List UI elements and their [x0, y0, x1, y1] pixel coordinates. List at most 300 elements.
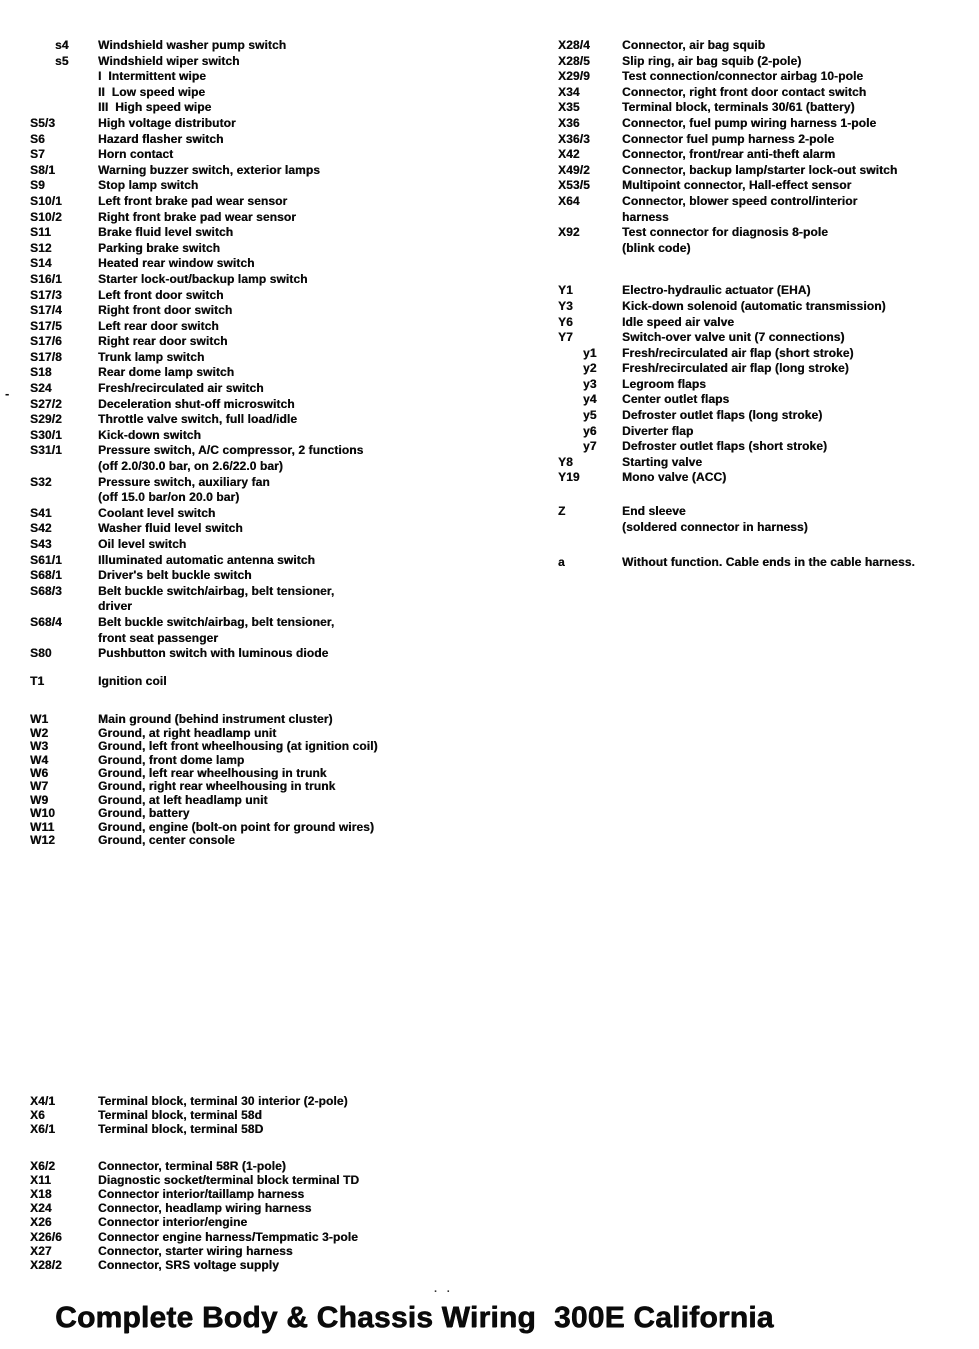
- component-description-line: Ground, engine (bolt-on point for ground wires): [98, 819, 374, 834]
- component-code: Y3: [558, 298, 573, 313]
- component-description-line: Belt buckle switch/airbag, belt tensioner,: [98, 614, 335, 629]
- legend-row: [30, 674, 535, 690]
- component-description-line: (off 15.0 bar/on 20.0 bar): [98, 490, 240, 505]
- component-code: S10/2: [30, 209, 62, 224]
- legend-row: [558, 392, 970, 408]
- legend-row: [558, 408, 970, 424]
- component-description: [622, 470, 970, 486]
- component-description-line: Left front brake pad wear sensor: [98, 193, 288, 208]
- component-description: [622, 69, 970, 85]
- component-description: [98, 1258, 535, 1272]
- component-description-line: Kick-down solenoid (automatic transmission): [622, 298, 886, 313]
- component-description-line: Fresh/recirculated air switch: [98, 381, 264, 396]
- component-description-line: (off 2.0/30.0 bar, on 2.6/22.0 bar): [98, 459, 283, 474]
- legend-row: [558, 100, 970, 116]
- component-description: [98, 38, 535, 54]
- legend-row: [30, 225, 535, 241]
- component-description-line: Switch-over valve unit (7 connections): [622, 330, 845, 345]
- component-description: [622, 455, 970, 471]
- component-description-line: Main ground (behind instrument cluster): [98, 712, 333, 727]
- legend-row: [30, 1094, 535, 1108]
- component-code: y2: [583, 361, 597, 376]
- component-code: S9: [30, 178, 45, 193]
- component-code: S31/1: [30, 443, 62, 458]
- component-code: S8/1: [30, 162, 56, 177]
- component-description: [622, 424, 970, 440]
- component-code: W7: [30, 779, 49, 794]
- page-title-model: 300E California: [553, 1301, 774, 1334]
- component-description: [622, 408, 970, 424]
- legend-row: [30, 568, 535, 584]
- component-code: S24: [30, 381, 52, 396]
- component-code: Y1: [558, 283, 573, 298]
- component-description-line: Left rear door switch: [98, 318, 219, 333]
- legend-row: [30, 132, 535, 148]
- component-code: y3: [583, 376, 597, 391]
- component-description-line: Pushbutton switch with luminous diode: [98, 646, 329, 661]
- component-description: [98, 334, 535, 350]
- component-description-line: Warning buzzer switch, exterior lamps: [98, 162, 320, 177]
- legend-row: [558, 132, 970, 148]
- component-description: [98, 272, 535, 288]
- component-code: W4: [30, 752, 49, 767]
- legend-group-terminal-blocks: [30, 1094, 535, 1137]
- legend-row: [30, 334, 535, 350]
- legend-row: [30, 740, 535, 753]
- component-description: [98, 475, 535, 506]
- legend-row: [558, 54, 970, 70]
- stray-mark: -: [5, 386, 10, 401]
- component-description-line: II Low speed wipe: [98, 84, 206, 99]
- legend-row: [30, 147, 535, 163]
- legend-row: [30, 1122, 535, 1136]
- component-description-line: Ground, left rear wheelhousing in trunk: [98, 765, 327, 780]
- component-code: Z: [558, 504, 566, 519]
- component-description-line: Stop lamp switch: [98, 178, 199, 193]
- component-code: W3: [30, 739, 49, 754]
- component-description-line: Ground, front dome lamp: [98, 752, 245, 767]
- component-code: S16/1: [30, 271, 62, 286]
- component-description-line: Ignition coil: [98, 673, 167, 688]
- component-description-line: Heated rear window switch: [98, 256, 255, 271]
- component-description-line: Electro-hydraulic actuator (EHA): [622, 283, 811, 298]
- component-description: [98, 225, 535, 241]
- component-description: [98, 54, 535, 116]
- component-description: [98, 754, 535, 767]
- component-description-line: Starting valve: [622, 454, 703, 469]
- legend-row: [30, 272, 535, 288]
- component-description-line: Brake fluid level switch: [98, 225, 234, 240]
- component-description: [622, 54, 970, 70]
- component-code: X34: [558, 84, 580, 99]
- stray-dots-mark: · ·: [434, 1286, 454, 1298]
- component-code: s4: [55, 38, 69, 52]
- legend-row: [558, 330, 970, 346]
- component-description: [98, 553, 535, 569]
- component-code: X4/1: [30, 1094, 56, 1108]
- component-description: [98, 821, 535, 834]
- component-description: [98, 537, 535, 553]
- legend-group-switches: [30, 38, 535, 662]
- component-code: S7: [30, 147, 45, 162]
- component-code: S68/1: [30, 568, 62, 583]
- component-description-line: Coolant level switch: [98, 505, 216, 520]
- component-code: S27/2: [30, 396, 62, 411]
- component-description: [98, 319, 535, 335]
- component-description: [98, 194, 535, 210]
- component-code: W2: [30, 725, 49, 740]
- component-code: W6: [30, 765, 49, 780]
- component-description-line: Illuminated automatic antenna switch: [98, 552, 315, 567]
- legend-column-left-bottom: [30, 1094, 535, 1272]
- legend-row: [558, 225, 970, 256]
- component-description: [98, 397, 535, 413]
- component-description-line: Terminal block, terminal 58D: [98, 1122, 264, 1137]
- component-description-line: Connector interior/engine: [98, 1215, 248, 1230]
- legend-row: [30, 821, 535, 834]
- component-description-line: Belt buckle switch/airbag, belt tensioner,: [98, 583, 335, 598]
- component-description: [98, 506, 535, 522]
- component-description-line: Ground, right rear wheelhousing in trunk: [98, 779, 336, 794]
- component-description: [622, 283, 970, 299]
- component-description: [98, 1230, 535, 1244]
- component-description: [98, 727, 535, 740]
- legend-row: [30, 1108, 535, 1122]
- component-code: Y19: [558, 470, 580, 485]
- component-description-line: Ground, battery: [98, 806, 190, 821]
- component-description: [622, 147, 970, 163]
- component-description: [98, 241, 535, 257]
- legend-row: [30, 288, 535, 304]
- legend-row: [558, 470, 970, 486]
- component-description-line: Oil level switch: [98, 537, 187, 551]
- component-description: [98, 1187, 535, 1201]
- component-description: [98, 412, 535, 428]
- component-description: [98, 350, 535, 366]
- component-description-line: Connector, fuel pump wiring harness 1-pole: [622, 115, 877, 130]
- legend-row: [30, 397, 535, 413]
- legend-row: [558, 69, 970, 85]
- legend-row: [30, 553, 535, 569]
- component-description-line: Terminal block, terminal 58d: [98, 1108, 262, 1123]
- legend-row: [30, 1159, 535, 1173]
- component-description-line: front seat passenger: [98, 630, 219, 645]
- component-description: [98, 1201, 535, 1215]
- component-description-line: Driver's belt buckle switch: [98, 568, 252, 583]
- component-description: [98, 615, 535, 646]
- component-code: S43: [30, 537, 52, 551]
- component-code: S10/1: [30, 193, 62, 208]
- legend-row: [30, 754, 535, 767]
- component-description: [622, 132, 970, 148]
- component-description-line: Slip ring, air bag squib (2-pole): [622, 53, 802, 68]
- component-description-line: Connector engine harness/Tempmatic 3-pole: [98, 1229, 358, 1244]
- component-description: [98, 116, 535, 132]
- component-description-line: Right front brake pad wear sensor: [98, 209, 297, 224]
- component-code: y5: [583, 408, 597, 423]
- component-code: S17/4: [30, 303, 62, 318]
- component-description-line: Multipoint connector, Hall-effect sensor: [622, 178, 852, 193]
- component-description-line: Parking brake switch: [98, 240, 221, 255]
- legend-row: [30, 807, 535, 820]
- component-code: X64: [558, 193, 580, 208]
- component-description: [98, 1244, 535, 1258]
- component-code: S5/3: [30, 115, 56, 130]
- component-description-line: Diverter flap: [622, 423, 694, 438]
- legend-group-grounds: [30, 713, 535, 847]
- component-description: [98, 1108, 535, 1122]
- component-code: X26/6: [30, 1229, 62, 1244]
- component-description: [622, 330, 970, 346]
- component-description-line: End sleeve: [622, 504, 686, 519]
- legend-row: [558, 163, 970, 179]
- component-description-line: Deceleration shut-off microswitch: [98, 396, 295, 411]
- component-code: W12: [30, 833, 55, 847]
- component-description: [622, 377, 970, 393]
- component-description: [98, 780, 535, 793]
- component-description-line: III High speed wipe: [98, 100, 212, 115]
- component-description: [98, 303, 535, 319]
- component-code: X28/4: [558, 38, 590, 52]
- legend-row: [558, 178, 970, 194]
- component-description-line: I Intermittent wipe: [98, 69, 207, 84]
- component-description-line: Connector, air bag squib: [622, 38, 766, 52]
- component-description-line: Mono valve (ACC): [622, 470, 727, 485]
- component-description: [98, 210, 535, 226]
- component-code: X28/5: [558, 53, 590, 68]
- component-description-line: Fresh/recirculated air flap (long stroke): [622, 361, 849, 376]
- component-description: [622, 225, 970, 256]
- component-code: S14: [30, 256, 52, 271]
- legend-column-right: [558, 38, 970, 571]
- component-description: [98, 740, 535, 753]
- legend-row: [558, 194, 970, 225]
- component-description-line: Connector, SRS voltage supply: [98, 1258, 279, 1273]
- legend-row: [558, 504, 970, 535]
- component-description-line: Test connection/connector airbag 10-pole: [622, 69, 864, 84]
- component-description: [98, 381, 535, 397]
- component-description-line: Connector fuel pump harness 2-pole: [622, 131, 835, 146]
- legend-row: [30, 210, 535, 226]
- component-code: T1: [30, 673, 45, 688]
- component-code: X29/9: [558, 69, 590, 84]
- legend-row: [30, 54, 535, 116]
- legend-group-end-sleeve: [558, 504, 970, 535]
- component-description: [622, 315, 970, 331]
- component-description: [98, 767, 535, 780]
- component-description-line: Washer fluid level switch: [98, 521, 243, 536]
- legend-row: [30, 1187, 535, 1201]
- legend-row: [30, 475, 535, 506]
- component-description-line: (blink code): [622, 240, 691, 255]
- component-description-line: Connector, right front door contact switch: [622, 84, 867, 99]
- component-description-line: Ground, left front wheelhousing (at ignition coil): [98, 739, 378, 754]
- legend-group-without-function: [558, 555, 970, 571]
- component-code: S61/1: [30, 552, 62, 567]
- component-code: Y6: [558, 314, 573, 329]
- component-description-line: Connector, headlamp wiring harness: [98, 1201, 312, 1216]
- legend-row: [558, 555, 970, 571]
- component-code: X26: [30, 1215, 52, 1230]
- component-description-line: Connector interior/taillamp harness: [98, 1187, 305, 1202]
- component-code: S42: [30, 521, 52, 536]
- component-description-line: Kick-down switch: [98, 427, 201, 442]
- component-code: W11: [30, 819, 55, 834]
- component-description-line: Without function. Cable ends in the cable harness.: [622, 555, 915, 570]
- component-code: S17/5: [30, 318, 62, 333]
- component-code: X42: [558, 147, 580, 162]
- component-code: s5: [55, 53, 69, 68]
- component-description-line: Diagnostic socket/terminal block terminal TD: [98, 1172, 360, 1187]
- component-code: S80: [30, 646, 52, 661]
- component-description-line: Defroster outlet flaps (long stroke): [622, 408, 823, 423]
- component-description: [98, 674, 535, 690]
- legend-group-ignition: [30, 674, 535, 690]
- component-description: [98, 288, 535, 304]
- component-description: [622, 38, 970, 54]
- component-description-line: Rear dome lamp switch: [98, 365, 235, 380]
- component-description: [622, 163, 970, 179]
- component-description-line: Center outlet flaps: [622, 392, 730, 407]
- component-description-line: Terminal block, terminal 30 interior (2-pole): [98, 1094, 348, 1108]
- legend-row: [30, 116, 535, 132]
- legend-row: [30, 412, 535, 428]
- component-description: [98, 1173, 535, 1187]
- legend-row: [558, 116, 970, 132]
- component-description: [98, 521, 535, 537]
- legend-row: [30, 303, 535, 319]
- legend-row: [558, 361, 970, 377]
- component-description-line: (soldered connector in harness): [622, 519, 808, 534]
- legend-column-left: [30, 38, 535, 847]
- component-description: [622, 116, 970, 132]
- component-description: [98, 256, 535, 272]
- legend-row: [30, 241, 535, 257]
- component-description-line: Test connector for diagnosis 8-pole: [622, 225, 828, 240]
- component-code: X49/2: [558, 162, 590, 177]
- component-description: [98, 428, 535, 444]
- component-code: X6: [30, 1108, 45, 1123]
- component-description-line: Horn contact: [98, 147, 174, 162]
- component-code: y4: [583, 392, 597, 407]
- component-description: [622, 504, 970, 535]
- legend-row: [30, 1230, 535, 1244]
- legend-row: [30, 780, 535, 793]
- legend-row: [30, 194, 535, 210]
- component-description: [98, 713, 535, 726]
- component-description: [98, 147, 535, 163]
- component-description-line: Legroom flaps: [622, 376, 706, 391]
- legend-row: [558, 283, 970, 299]
- component-code: X18: [30, 1187, 52, 1202]
- component-description-line: Hazard flasher switch: [98, 131, 224, 146]
- component-code: S18: [30, 365, 52, 380]
- component-description-line: Fresh/recirculated air flap (short stroke): [622, 345, 854, 360]
- legend-row: [30, 584, 535, 615]
- component-description: [98, 834, 535, 847]
- component-description: [622, 361, 970, 377]
- legend-row: [558, 346, 970, 362]
- component-description: [98, 646, 535, 662]
- component-description: [98, 568, 535, 584]
- component-description: [622, 178, 970, 194]
- component-code: y1: [583, 345, 597, 360]
- component-code: W9: [30, 792, 49, 807]
- component-description-line: Connector, backup lamp/starter lock-out switch: [622, 162, 898, 177]
- legend-row: [30, 713, 535, 726]
- component-description: [98, 1159, 535, 1173]
- legend-row: [30, 794, 535, 807]
- legend-row: [30, 381, 535, 397]
- component-description-line: Terminal block, terminals 30/61 (battery): [622, 100, 855, 115]
- component-description: [98, 365, 535, 381]
- legend-row: [30, 1201, 535, 1215]
- legend-row: [30, 428, 535, 444]
- legend-row: [558, 38, 970, 54]
- component-description: [98, 1215, 535, 1229]
- component-code: X24: [30, 1201, 52, 1216]
- component-description-line: Idle speed air valve: [622, 314, 735, 329]
- legend-row: [30, 646, 535, 662]
- component-description-line: harness: [622, 209, 669, 224]
- legend-row: [30, 1244, 535, 1258]
- component-description: [98, 1094, 535, 1108]
- component-description-line: Right rear door switch: [98, 334, 228, 349]
- component-code: W10: [30, 806, 55, 821]
- legend-row: [30, 537, 535, 553]
- component-description-line: Connector, terminal 58R (1-pole): [98, 1158, 286, 1173]
- component-code: S30/1: [30, 427, 62, 442]
- component-description: [98, 132, 535, 148]
- legend-row: [558, 315, 970, 331]
- component-description-line: Connector, front/rear anti-theft alarm: [622, 147, 836, 162]
- legend-row: [30, 1215, 535, 1229]
- component-code: S17/6: [30, 334, 62, 349]
- component-code: S68/3: [30, 583, 62, 598]
- component-description-line: Starter lock-out/backup lamp switch: [98, 271, 308, 286]
- component-code: X35: [558, 100, 580, 115]
- legend-row: [30, 521, 535, 537]
- component-code: X27: [30, 1243, 52, 1258]
- legend-row: [30, 38, 535, 54]
- component-code: y6: [583, 423, 597, 438]
- component-code: X28/2: [30, 1258, 62, 1273]
- component-description: [622, 392, 970, 408]
- component-description-line: Windshield washer pump switch: [98, 38, 287, 52]
- component-code: S29/2: [30, 412, 62, 427]
- component-description: [98, 807, 535, 820]
- component-description-line: Left front door switch: [98, 287, 224, 302]
- legend-row: [30, 443, 535, 474]
- component-code: y7: [583, 439, 597, 454]
- legend-row: [558, 299, 970, 315]
- legend-group-valves: [558, 283, 970, 486]
- component-description-line: Ground, at right headlamp unit: [98, 725, 277, 740]
- page-title-main: Complete Body & Chassis Wiring: [55, 1301, 536, 1334]
- component-code: X53/5: [558, 178, 590, 193]
- legend-row: [558, 455, 970, 471]
- legend-row: [30, 1173, 535, 1187]
- component-description: [98, 178, 535, 194]
- component-description: [622, 299, 970, 315]
- component-description-line: Right front door switch: [98, 303, 233, 318]
- component-description-line: Throttle valve switch, full load/idle: [98, 412, 298, 427]
- component-code: X6/1: [30, 1122, 56, 1137]
- legend-group-connectors-right: [558, 38, 970, 256]
- component-code: S17/8: [30, 349, 62, 364]
- component-description: [622, 85, 970, 101]
- component-code: Y7: [558, 330, 573, 345]
